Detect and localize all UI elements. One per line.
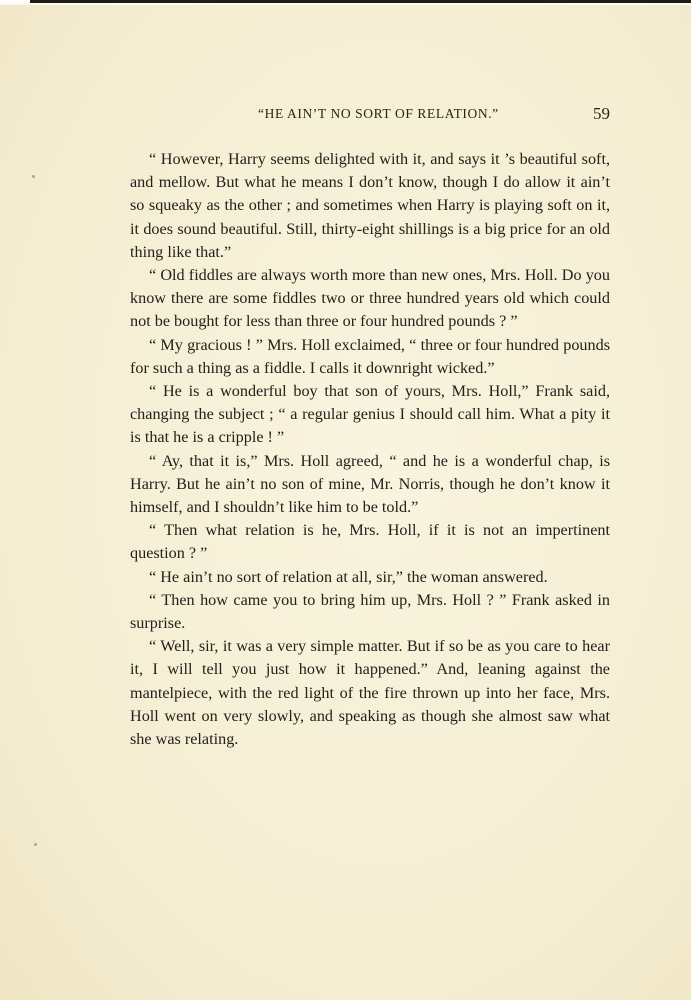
- body-text: [130, 148, 610, 751]
- paragraph: “ Old fiddles are always worth more than new ones, Mrs. Holl. Do you know there are some fiddles two or three hundred years old which could not be bought for less than three or four hundred pounds ? ”: [130, 266, 610, 331]
- paper-speck: [32, 175, 35, 178]
- paper-speck: [34, 843, 37, 846]
- paragraph: “ Ay, that it is,” Mrs. Holl agreed, “ and he is a wonderful chap, is Harry. But he ain’t no son of mine, Mr. Norris, though he don’t know it himself, and I shouldn’t like him to be told.”: [130, 451, 610, 517]
- paragraph: “ My gracious ! ” Mrs. Holl exclaimed, “ three or four hundred pounds for such a thing as a fiddle. I calls it downright wicked.”: [130, 335, 610, 377]
- paragraph: “ Then what relation is he, Mrs. Holl, if it is not an impertinent question ? ”: [130, 521, 610, 563]
- paragraph: “ Well, sir, it was a very simple matter. But if so be as you care to hear it, I will tell you just how it happened.” And, leaning against the mantelpiece, with the red light of the fire thrown up into her face, Mrs. Holl went on very slowly, and speaking as though she almost saw what she was relating.: [130, 637, 610, 749]
- paragraph: “ He ain’t no sort of relation at all, sir,” the woman answered.: [149, 567, 548, 586]
- paragraph: “ He is a wonderful boy that son of yours, Mrs. Holl,” Frank said, changing the subject ; “ a regular genius I should call him. What a pity it is that he is a cripple ! ”: [130, 382, 610, 447]
- paragraph: “ Then how came you to bring him up, Mrs. Holl ? ” Frank asked in surprise.: [130, 590, 610, 633]
- page-number: 59: [593, 104, 610, 123]
- scan-edge-rule: [30, 0, 691, 3]
- paragraph: “ However, Harry seems delighted with it, and says it ’s beautiful soft, and mellow. But what he means I don’t know, though I do allow it ain’t so squeaky as the other ; and sometimes when Harry is playing soft on it, it does sound beautiful. Still, thirty-eight shillings is a big price for an old thing like that.”: [130, 150, 610, 261]
- running-title: “HE AIN’T NO SORT OF RELATION.”: [258, 106, 499, 121]
